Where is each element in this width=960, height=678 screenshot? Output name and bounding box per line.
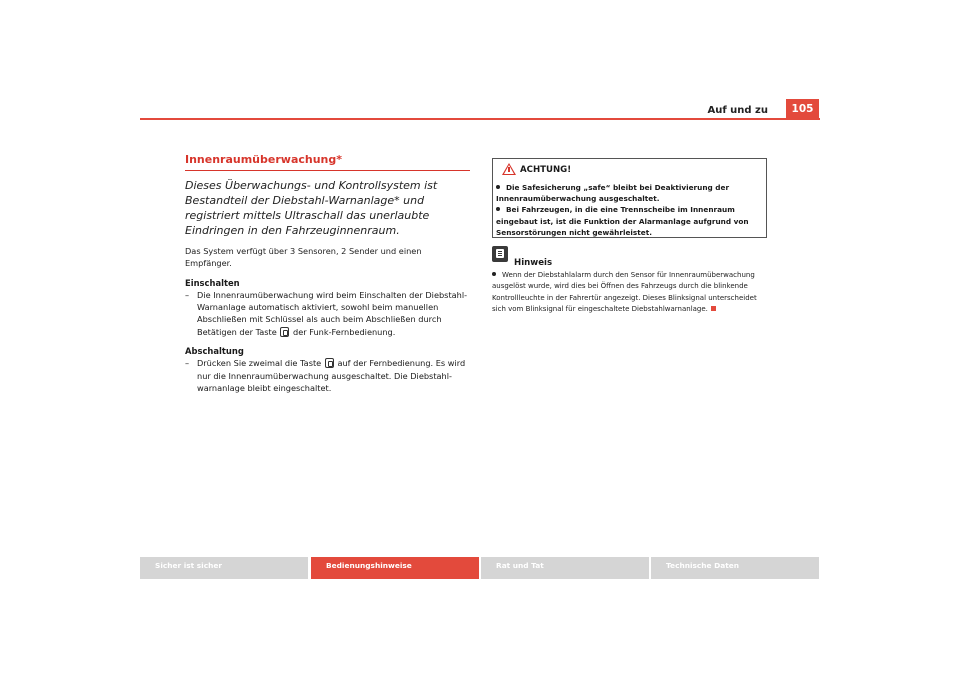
tab-bedienungshinweise[interactable]: Bedienungshinweise [311,557,479,579]
remote-lock-key-icon [280,327,289,337]
page-number: 105 [786,99,819,118]
note-title: Hinweis [514,258,553,268]
header-title: Auf und zu [707,105,768,116]
einschalten-text-2: der Funk-Fernbedienung. [293,326,396,337]
abschaltung-heading: Abschaltung [185,346,244,357]
warning-item-text: Die Safesicherung „safe“ bleibt bei Deaktivierung der Innenraumüberwachung ausgeschaltet. [496,183,730,204]
bullet [496,185,500,189]
abschaltung-item [185,357,470,394]
warning-triangle-icon [502,163,516,175]
einschalten-heading: Einschalten [185,277,240,288]
note-text: Wenn der Diebstahlalarm durch den Sensor für Innenraumüberwachung ausgelöst wurde, wird dies bei Öffnen des Fahrzeugs durch die blinkende Kontrollleuchte in der Fahrertür angezeigt. Dieses Blinksignal unterscheidet sich vom Blinksignal für eingeschaltete Diebstahlwarnanlage. [492,271,757,314]
dash: – [185,358,190,369]
warning-item [496,204,763,238]
bullet [492,272,496,276]
tab-rat-und-tat[interactable]: Rat und Tat [481,557,649,579]
intro-text: Dieses Überwachungs- und Kontrollsystem ist Bestandteil der Diebstahl-Warnanlage* und registriert mittels Ultraschall das unerlaubte Eindringen in den Fahrzeuginnenraum. [185,179,438,237]
header-rule [140,118,820,120]
tab-sicher-ist-sicher[interactable]: Sicher ist sicher [140,557,308,579]
left-column [185,153,470,394]
warning-item-text: Bei Fahrzeugen, in die eine Trennscheibe im Innenraum eingebaut ist, ist die Funktion der Alarmanlage aufgrund von Sensorstörungen nicht gewährleistet. [496,205,749,237]
abschaltung-text-1: Drücken Sie zweimal die Taste [197,358,322,369]
bullet [496,207,500,211]
warning-item [496,182,763,204]
dash: – [185,289,190,300]
end-mark-icon [711,306,716,311]
warning-box [492,158,767,238]
warning-body [496,182,763,238]
warning-header [493,159,766,179]
section-title: Innenraumüberwachung* [185,153,470,171]
system-text: Das System verfügt über 3 Sensoren, 2 Sender und einen Empfänger. [185,246,422,269]
warning-title: ACHTUNG! [520,165,572,175]
abschaltung-text-2: auf der Fernbedienung. Es wird nur die Innenraumüberwachung ausgeschaltet. Die Diebstahlwarnanlage bleibt eingeschaltet. [197,358,466,393]
tab-technische-daten[interactable]: Technische Daten [651,557,819,579]
note-body [492,270,770,316]
einschalten-item [185,289,470,338]
einschalten-text-1: Die Innenraumüberwachung wird beim Einschalten der Diebstahl-Warnanlage automatisch aktiviert, sowohl beim manuellen Abschließen mit Schlüssel als auch beim Abschließen durch Betätigen der Taste [197,289,468,337]
note-icon [492,246,508,262]
remote-lock-key-icon [325,358,334,368]
